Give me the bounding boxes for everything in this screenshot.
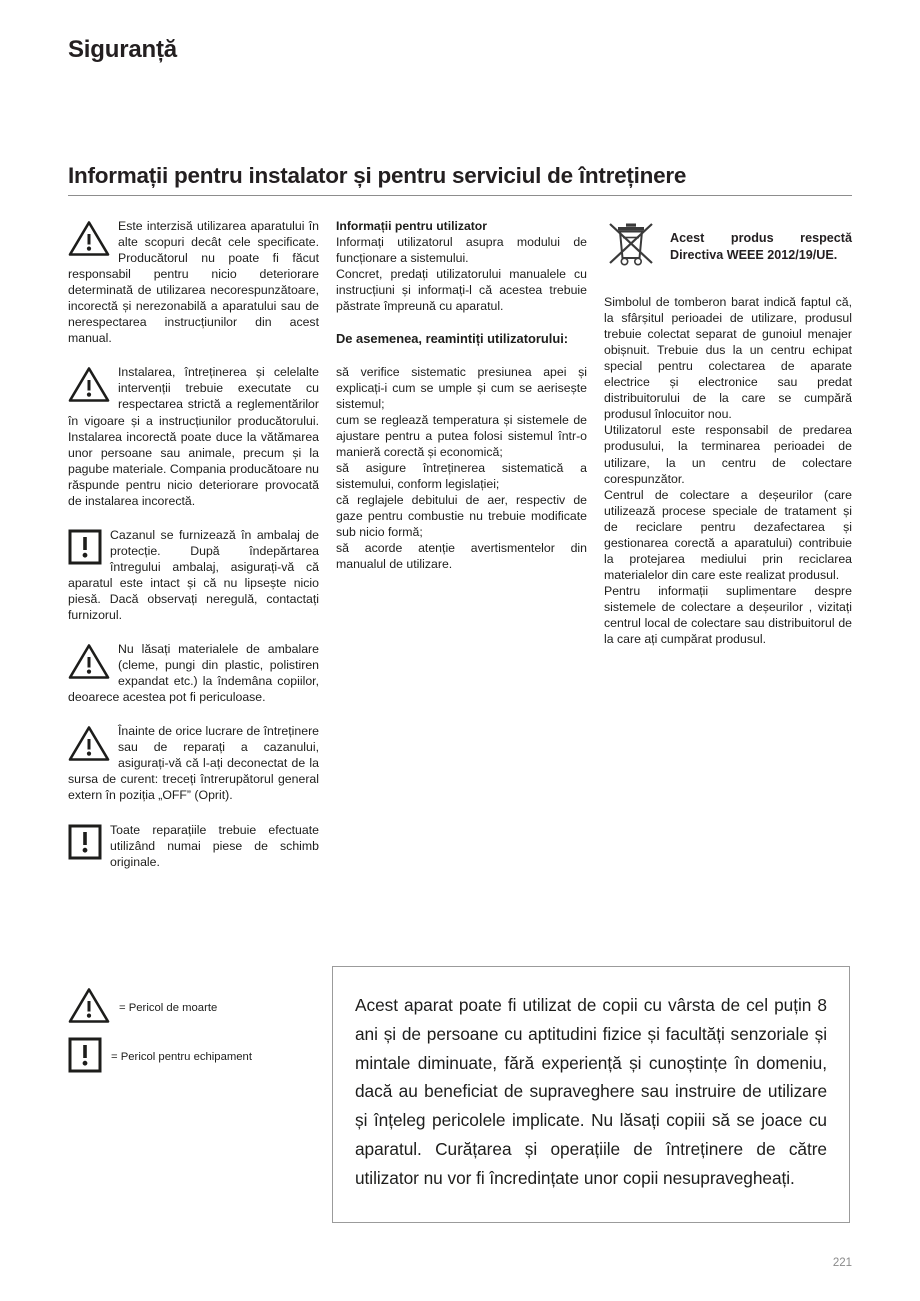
page-number: 221	[832, 1257, 852, 1269]
crossed-out-wheelie-bin-icon	[604, 218, 658, 276]
spacer	[68, 509, 319, 527]
child-safety-note-box	[332, 966, 850, 1223]
warning-block-6-text: Toate reparațiile trebuie efectuate utilizând numai piese de schimb originale.	[110, 822, 319, 869]
reminder-item-3: să asigure întreținerea sistematică a sistemului, conform legislației;	[336, 461, 587, 492]
legend-item-danger-of-death	[68, 988, 348, 1028]
spacer	[68, 346, 319, 364]
reminder-item-2: cum se reglează temperatura și sistemele de ajustare pentru a putea folosi sistemul într-o manieră corectă și economică;	[336, 412, 587, 459]
spacer	[604, 276, 852, 294]
child-safety-note-text: Acest aparat poate fi utilizat de copii cu vârsta de cel puțin 8 ani și de persoane cu aptitudini fizice și facultăți senzoriale și mintale diminuate, fără experiență și cunoștințe în domeniu, dacă au beneficiat de supraveghere sau instruire de utilizare și înțeleg pericolele implicate. Nu lăsați copiii să se joace cu aparatul. Curățarea și operațiile de întreținere de către utilizator nu vor fi încredințate unor copii nesupravegheați.	[355, 995, 827, 1188]
reminder-item-5: să acorde atenție avertismentelor din manualul de utilizare.	[336, 541, 587, 572]
section-divider	[68, 195, 852, 196]
warning-square-icon	[68, 824, 102, 860]
spacer	[336, 348, 587, 364]
legend-label-danger-of-death: = Pericol de moarte	[119, 1002, 218, 1014]
warning-block-5-text: Înainte de orice lucrare de întreținere sau de reparați a cazanului, asigurați-vă că l-ați deconectat de la sursa de curent: treceți întrerupătorul general extern în poziția „OFF” (Oprit).	[68, 724, 319, 803]
weee-heading-text: Acest produs respectă Directiva WEEE 2012/19/UE.	[670, 231, 852, 263]
warning-block-2-text: Instalarea, întreținerea și celelalte intervenții trebuie executate cu respectarea strictă a reglementărilor în vigoare și a instrucțiunilor producătorului. Instalarea incorectă poate duce la vătămarea unor persoane sau animale, precum și la pagube materiale. Compania producătoare nu răspunde pentru nicio deteriorare provocată de instalarea incorectă.	[68, 365, 319, 508]
warning-block-2	[68, 364, 319, 508]
warning-block-4-text: Nu lăsați materialele de ambalare (cleme, pungi din plastic, polistiren expandat etc.) la îndemâna copiilor, deoarece acestea pot fi periculoase.	[68, 642, 319, 705]
warning-square-icon	[68, 1037, 102, 1078]
spacer	[68, 804, 319, 822]
spacer	[68, 623, 319, 641]
warning-block-1-text: Este interzisă utilizarea aparatului în alte scopuri decât cele specificate. Producătorul nu poate fi făcut responsabil pentru nicio deteriorare determinată de utilizarea necorespunzătoare, incorectă și nerezonabilă a aparatului sau de nerespectarea instrucțiunilor din acest manual.	[68, 219, 319, 346]
warning-block-5	[68, 723, 319, 803]
weee-para-4: Pentru informații suplimentare despre sistemele de colectare a deșeurilor , vizitați centrul local de colectare sau distribuitorul de la care ați cumpărat produsul.	[604, 583, 852, 647]
section-heading-block	[68, 163, 852, 196]
legend-label-equipment-hazard: = Pericol pentru echipament	[111, 1051, 252, 1063]
warning-block-6	[68, 822, 319, 870]
weee-para-2: Utilizatorul este responsabil de predarea produsului, la terminarea perioadei de utilizare, la un centru de colectare corespunzător.	[604, 423, 852, 486]
column-middle	[336, 218, 587, 572]
weee-para-3: Centrul de colectare a deșeurilor (care utilizează procese speciale de tratament și de reciclare pentru dezafectarea și gestionarea corectă a aparatului) contribuie la protejarea mediului prin reciclarea materialelor din care este realizat produsul.	[604, 487, 852, 582]
section-heading: Informații pentru instalator și pentru serviciul de întreținere	[68, 163, 687, 188]
legend-item-equipment-hazard	[68, 1037, 348, 1077]
spacer	[336, 314, 587, 330]
column-right	[604, 218, 852, 647]
weee-para-1: Simbolul de tomberon barat indică faptul că, la sfârșitul perioadei de utilizare, produsul trebuie colectat separat de gunoiul menajer obișnuit. Trebuie dus la un centru echipat special pentru colectarea de aparate electrice și electronice sau predat distribuitorului de la care se cumpără produsul înlocuitor nou.	[604, 295, 852, 422]
reminder-item-1: să verifice sistematic presiunea apei și explicați-i cum se umple și cum se aerisește sistemul;	[336, 364, 587, 411]
warning-block-3	[68, 527, 319, 623]
reminder-item-4: că reglajele debitului de aer, respectiv de gaze pentru combustie nu trebuie modificate sub nicio formă;	[336, 493, 587, 540]
user-info-para-2: Concret, predați utilizatorului manualele cu instrucțiuni și informați-l că acestea trebuie păstrate împreună cu aparatul.	[336, 267, 587, 314]
page-title: Siguranță	[68, 36, 177, 63]
weee-notice	[604, 218, 852, 276]
legend	[68, 988, 348, 1077]
warning-square-icon	[68, 529, 102, 565]
warning-block-1	[68, 218, 319, 346]
warning-triangle-icon	[68, 220, 110, 257]
user-info-para-1: Informați utilizatorul asupra modului de funcționare a sistemului.	[336, 235, 587, 266]
warning-triangle-icon	[68, 725, 110, 762]
warning-block-4	[68, 641, 319, 705]
column-left	[68, 218, 319, 870]
warning-triangle-icon	[68, 987, 110, 1029]
spacer	[68, 705, 319, 723]
reminder-heading: De asemenea, reamintiți utilizatorului:	[336, 331, 569, 347]
warning-block-3-text: Cazanul se furnizează în ambalaj de protecție. După îndepărtarea întregului ambalaj, asigurați-vă că aparatul este intact și că nu lipsește nicio piesă. Dacă observați neregulă, contactați furnizorul.	[68, 527, 319, 623]
warning-triangle-icon	[68, 643, 110, 680]
warning-triangle-icon	[68, 366, 110, 403]
user-info-heading: Informații pentru utilizator	[336, 219, 487, 233]
